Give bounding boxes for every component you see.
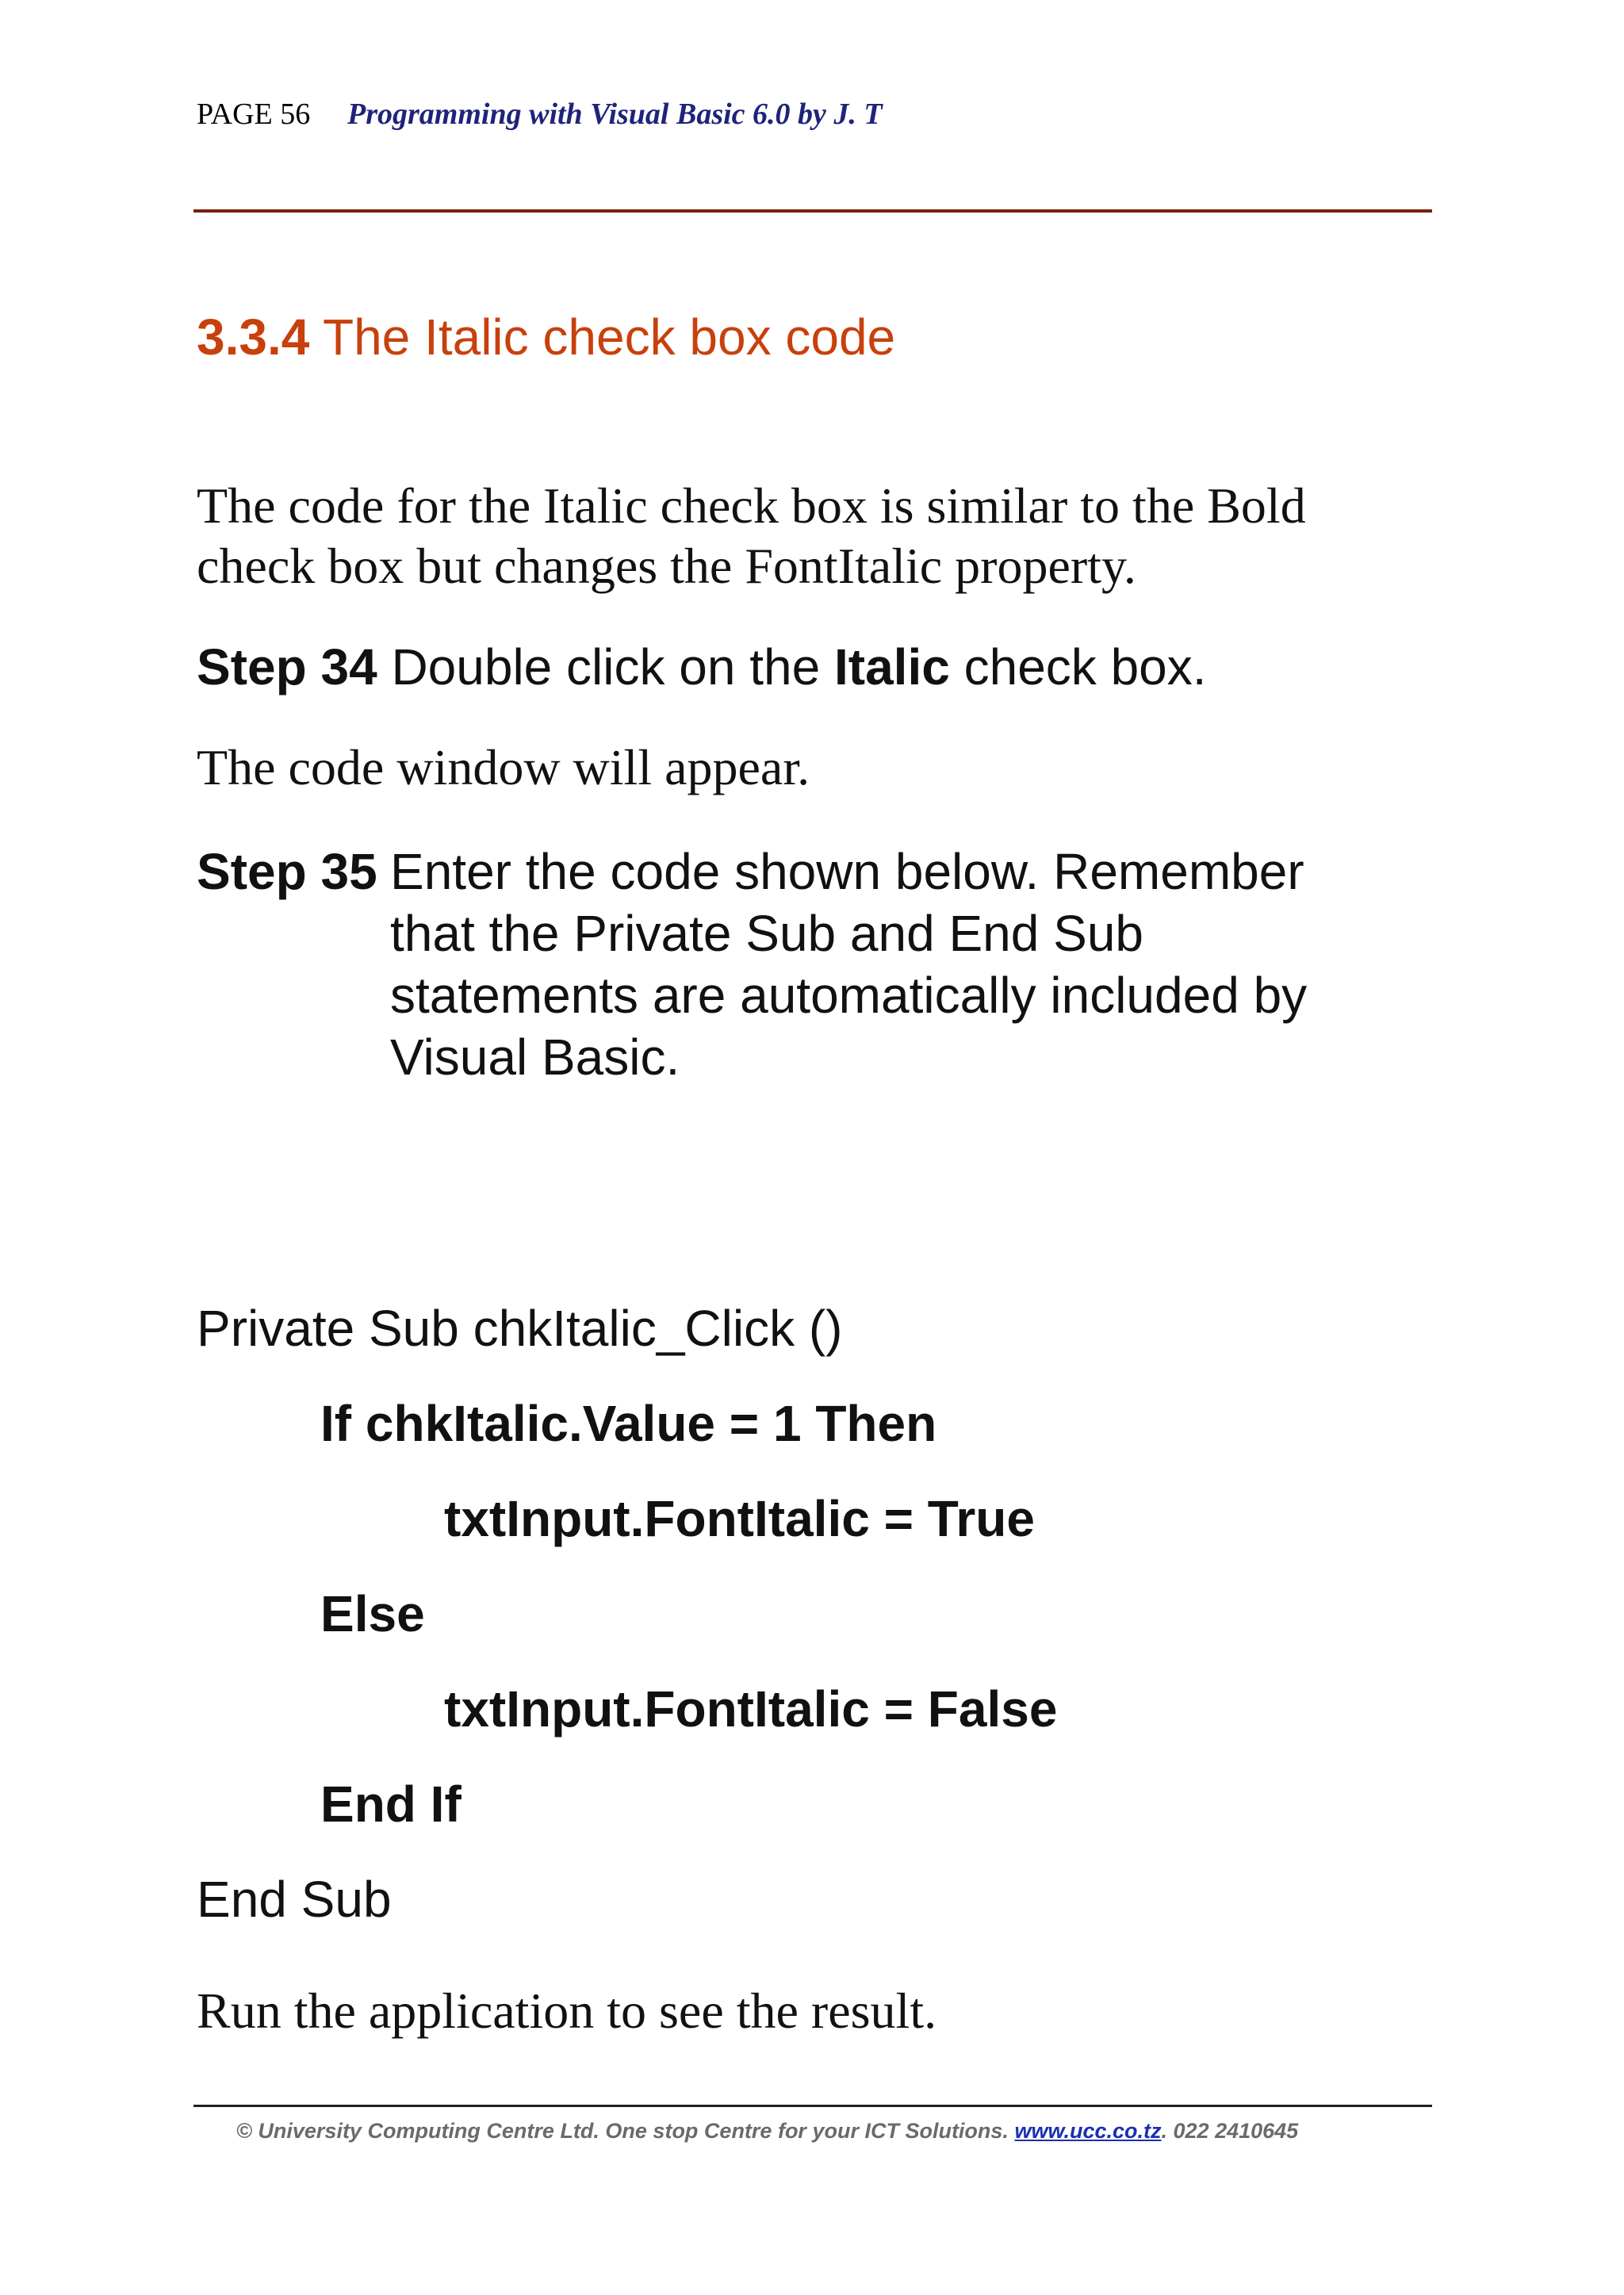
footer-copyright: © University Computing Centre Ltd. One stop Centre for your ICT Solutions.	[236, 2119, 1009, 2143]
step-line: Visual Basic.	[390, 1029, 680, 1086]
step-35-text	[390, 841, 1437, 1088]
step-label: Step 34	[197, 638, 377, 695]
intro-line: The code for the Italic check box is similar to the Bold	[197, 477, 1306, 534]
code-line: txtInput.FontItalic = True	[444, 1490, 1035, 1547]
code-line: End Sub	[197, 1871, 392, 1928]
step-emphasis: Italic	[833, 638, 950, 695]
step-line: statements are automatically included by	[390, 967, 1308, 1024]
code-line: Else	[320, 1585, 425, 1642]
step-34	[197, 636, 1207, 698]
code-line: txtInput.FontItalic = False	[444, 1680, 1058, 1738]
step-line: that the Private Sub and End Sub	[390, 905, 1143, 962]
website-link[interactable]: www.ucc.co.tz	[1014, 2119, 1162, 2143]
footer-phone: . 022 2410645	[1161, 2119, 1299, 2143]
step-label: Step 35	[197, 843, 377, 900]
code-line: End If	[320, 1776, 462, 1833]
footer	[236, 2119, 1298, 2144]
footer-rule	[193, 2105, 1432, 2107]
intro-line: check box but changes the FontItalic property.	[197, 538, 1136, 594]
section-title: The Italic check box code	[322, 308, 896, 366]
step-text: Double click on the	[391, 638, 821, 695]
section-number: 3.3.4	[197, 308, 310, 366]
step-text: check box.	[963, 638, 1207, 695]
run-note: Run the application to see the result.	[197, 1983, 937, 2039]
step-line: Enter the code shown below. Remember	[390, 843, 1304, 900]
intro-paragraph	[197, 476, 1306, 596]
page-number: PAGE 56	[197, 98, 311, 131]
book-title: Programming with Visual Basic 6.0 by J. T	[347, 98, 883, 131]
section-heading	[197, 308, 895, 366]
code-window-note: The code window will appear.	[197, 739, 810, 795]
header-rule	[193, 209, 1432, 213]
code-line: Private Sub chkItalic_Click ()	[197, 1300, 843, 1357]
code-line: If chkItalic.Value = 1 Then	[320, 1395, 937, 1452]
